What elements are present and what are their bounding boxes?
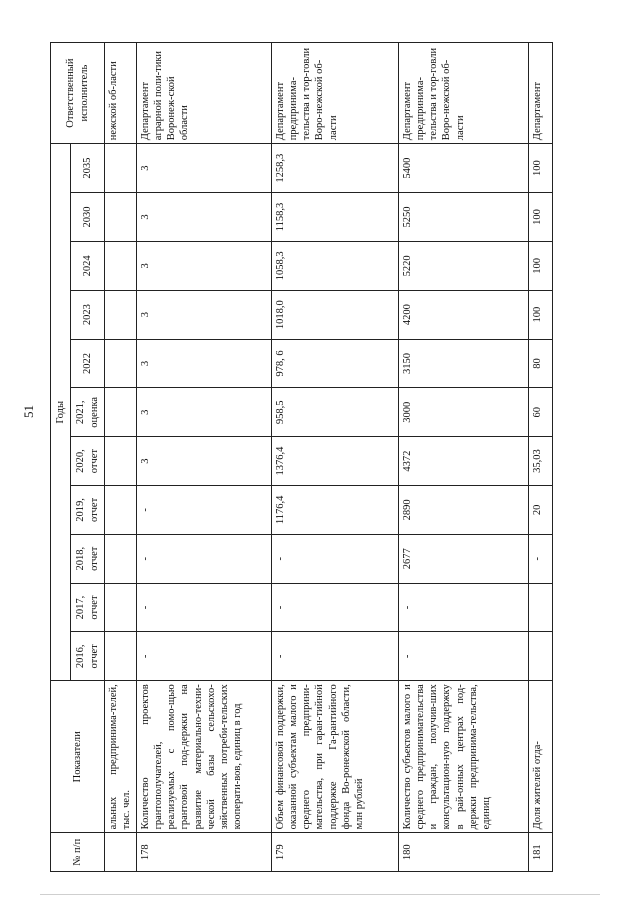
row-value: 3 <box>137 193 272 242</box>
row-number: 179 <box>272 833 399 872</box>
indicators-table <box>50 42 553 872</box>
row-value: 958,5 <box>272 388 399 437</box>
row-responsible: Департамент аграрной поли-тики Воронеж-ской области <box>137 43 272 144</box>
header-year: 2019, отчет <box>71 486 105 535</box>
row-value: - <box>399 583 529 632</box>
row-value <box>105 632 137 681</box>
header-year: 2018, отчет <box>71 534 105 583</box>
table-row <box>105 43 137 872</box>
row-value <box>105 339 137 388</box>
header-year: 2035 <box>71 144 105 193</box>
row-value: - <box>272 534 399 583</box>
row-value: 1058,3 <box>272 241 399 290</box>
row-value <box>529 632 553 681</box>
row-value: 3 <box>137 290 272 339</box>
row-value <box>529 583 553 632</box>
table-row <box>399 43 529 872</box>
row-indicator: Количество субъектов малого и среднего предпринимательства и граждан, получив-ших консультацион-ную поддержку в рай-онных центрах под-держки предпринима-тельства, единиц <box>399 681 529 833</box>
row-value: 2890 <box>399 486 529 535</box>
row-value: 60 <box>529 388 553 437</box>
table-row <box>137 43 272 872</box>
row-value: - <box>272 583 399 632</box>
header-year: 2023 <box>71 290 105 339</box>
row-value: 5220 <box>399 241 529 290</box>
row-responsible: Департамент предпринима-тельства и тор-говли Воро-нежской об-ласти <box>272 43 399 144</box>
row-value: 80 <box>529 339 553 388</box>
row-value <box>105 290 137 339</box>
row-indicator: Доля жителей отда- <box>529 681 553 833</box>
header-year: 2022 <box>71 339 105 388</box>
row-indicator: Объем финансовой поддержки, оказанной субъектам малого и среднего предприни-мательства, при гаран-тийной поддержке Га-рантийного фонда Во-ронежской области, млн рублей <box>272 681 399 833</box>
row-value: 3 <box>137 437 272 486</box>
rotated-table-container <box>50 42 628 872</box>
table-row <box>529 43 553 872</box>
row-value: 4372 <box>399 437 529 486</box>
row-responsible: Департамент <box>529 43 553 144</box>
header-num: № п/п <box>51 833 105 872</box>
row-value: 3 <box>137 241 272 290</box>
row-value: 35,03 <box>529 437 553 486</box>
row-value <box>105 486 137 535</box>
row-number: 181 <box>529 833 553 872</box>
row-value: 5400 <box>399 144 529 193</box>
header-year: 2020, отчет <box>71 437 105 486</box>
row-number: 178 <box>137 833 272 872</box>
header-indicator: Показатели <box>51 681 105 833</box>
row-value <box>105 388 137 437</box>
header-year: 2016, отчет <box>71 632 105 681</box>
header-year: 2024 <box>71 241 105 290</box>
row-value: 100 <box>529 193 553 242</box>
row-value: 2677 <box>399 534 529 583</box>
row-value: 100 <box>529 144 553 193</box>
row-value: 3150 <box>399 339 529 388</box>
row-value: 20 <box>529 486 553 535</box>
row-value: 1258,3 <box>272 144 399 193</box>
row-value <box>105 534 137 583</box>
row-value: - <box>137 583 272 632</box>
row-value: - <box>529 534 553 583</box>
row-value: 3 <box>137 339 272 388</box>
row-number <box>105 833 137 872</box>
row-value <box>105 437 137 486</box>
row-value: - <box>137 534 272 583</box>
row-value: - <box>137 486 272 535</box>
row-value: - <box>399 632 529 681</box>
row-value: 3 <box>137 144 272 193</box>
row-value: 4200 <box>399 290 529 339</box>
row-value: - <box>137 632 272 681</box>
row-value: 5250 <box>399 193 529 242</box>
row-value: 1018,0 <box>272 290 399 339</box>
row-value: 100 <box>529 241 553 290</box>
header-responsible: Ответственный исполнитель <box>51 43 105 144</box>
row-number: 180 <box>399 833 529 872</box>
row-value <box>105 144 137 193</box>
table-row <box>272 43 399 872</box>
row-value: 3 <box>137 388 272 437</box>
row-value: 1376,4 <box>272 437 399 486</box>
header-year: 2030 <box>71 193 105 242</box>
row-value: - <box>272 632 399 681</box>
row-value: 3000 <box>399 388 529 437</box>
row-value: 1158,3 <box>272 193 399 242</box>
row-responsible: Департамент предпринима-тельства и тор-говли Воро-нежской об-ласти <box>399 43 529 144</box>
row-value: 1176,4 <box>272 486 399 535</box>
row-value: 978, 6 <box>272 339 399 388</box>
row-value: 100 <box>529 290 553 339</box>
scan-artifact-line <box>40 894 600 895</box>
row-value <box>105 241 137 290</box>
row-value <box>105 193 137 242</box>
page-number: 51 <box>21 405 36 418</box>
header-years: Годы <box>51 144 71 681</box>
row-value <box>105 583 137 632</box>
row-indicator: Количество проектов грантополучателей, реализуемых с помо-щью грантовой под-держки на развитие материально-техни-ческой базы сельскохо-зяйственных потреби-тельских кооперати-вов, единиц в год <box>137 681 272 833</box>
row-indicator: альных предпринима-телей, тыс. чел. <box>105 681 137 833</box>
row-responsible: нежской об-ласти <box>105 43 137 144</box>
header-year: 2017, отчет <box>71 583 105 632</box>
header-year: 2021, оценка <box>71 388 105 437</box>
